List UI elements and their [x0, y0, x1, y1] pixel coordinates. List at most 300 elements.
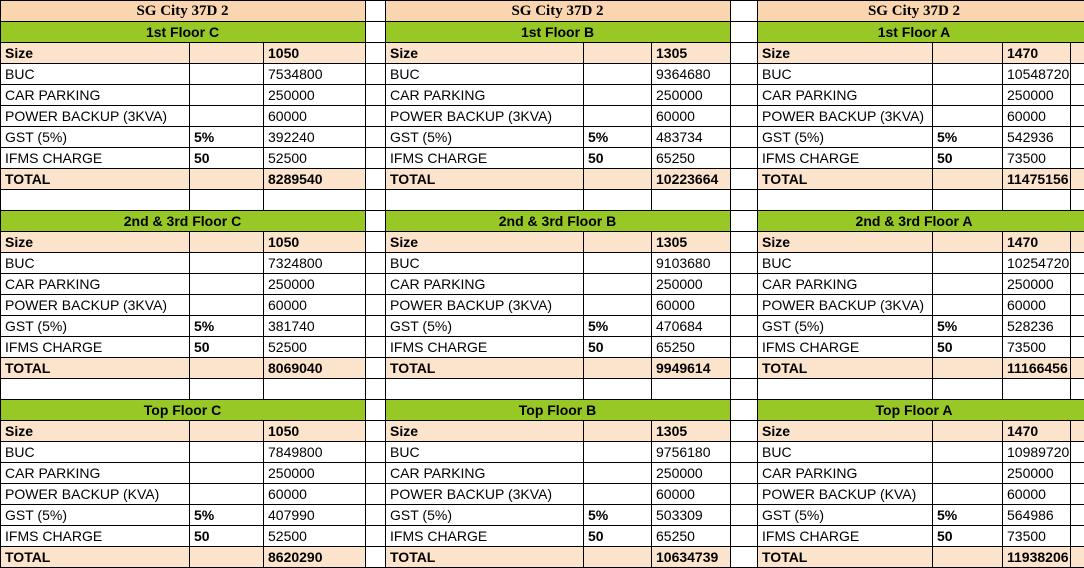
- gutter-cell[interactable]: [731, 190, 758, 211]
- rate-cell[interactable]: 5%: [933, 127, 1003, 148]
- spacer-cell[interactable]: [264, 379, 366, 400]
- rate-cell[interactable]: [584, 85, 652, 106]
- rate-cell[interactable]: [933, 169, 1003, 190]
- row-label-cell[interactable]: BUC: [386, 253, 584, 274]
- gutter-cell[interactable]: [731, 526, 758, 547]
- value-cell[interactable]: 65250: [652, 148, 731, 169]
- total-value-cell[interactable]: 10634739: [652, 547, 731, 568]
- row-label-cell[interactable]: CAR PARKING: [1, 463, 190, 484]
- sliver-cell[interactable]: [1071, 400, 1084, 421]
- value-cell[interactable]: 9364680: [652, 64, 731, 85]
- sliver-cell[interactable]: [1071, 337, 1084, 358]
- rate-cell[interactable]: [584, 169, 652, 190]
- gutter-cell[interactable]: [731, 316, 758, 337]
- value-cell[interactable]: 542936: [1003, 127, 1071, 148]
- rate-cell[interactable]: 50: [584, 337, 652, 358]
- gutter-cell[interactable]: [731, 505, 758, 526]
- sliver-cell[interactable]: [1071, 379, 1084, 400]
- spacer-cell[interactable]: [190, 379, 264, 400]
- value-cell[interactable]: 564986: [1003, 505, 1071, 526]
- size-value-cell[interactable]: 1470: [1003, 421, 1071, 442]
- rate-cell[interactable]: [190, 169, 264, 190]
- total-label-cell[interactable]: TOTAL: [758, 169, 933, 190]
- floor-title[interactable]: 1st Floor C: [1, 22, 366, 43]
- row-label-cell[interactable]: GST (5%): [386, 316, 584, 337]
- value-cell[interactable]: 250000: [1003, 274, 1071, 295]
- row-label-cell[interactable]: GST (5%): [386, 127, 584, 148]
- rate-cell[interactable]: [190, 43, 264, 64]
- gutter-cell[interactable]: [366, 64, 386, 85]
- rate-cell[interactable]: [584, 442, 652, 463]
- row-label-cell[interactable]: IFMS CHARGE: [1, 337, 190, 358]
- rate-cell[interactable]: [584, 43, 652, 64]
- sliver-cell[interactable]: [1071, 106, 1084, 127]
- rate-cell[interactable]: 50: [933, 526, 1003, 547]
- gutter-cell[interactable]: [366, 1, 386, 22]
- row-label-cell[interactable]: IFMS CHARGE: [758, 148, 933, 169]
- gutter-cell[interactable]: [731, 358, 758, 379]
- value-cell[interactable]: 10254720: [1003, 253, 1071, 274]
- size-label-cell[interactable]: Size: [758, 232, 933, 253]
- row-label-cell[interactable]: BUC: [386, 64, 584, 85]
- size-value-cell[interactable]: 1470: [1003, 43, 1071, 64]
- sliver-cell[interactable]: [1071, 22, 1084, 43]
- row-label-cell[interactable]: IFMS CHARGE: [758, 526, 933, 547]
- gutter-cell[interactable]: [366, 127, 386, 148]
- size-value-cell[interactable]: 1305: [652, 232, 731, 253]
- rate-cell[interactable]: [190, 547, 264, 568]
- row-label-cell[interactable]: POWER BACKUP (3KVA): [386, 484, 584, 505]
- row-label-cell[interactable]: POWER BACKUP (3KVA): [758, 295, 933, 316]
- spacer-cell[interactable]: [584, 379, 652, 400]
- gutter-cell[interactable]: [366, 232, 386, 253]
- sliver-cell[interactable]: [1071, 295, 1084, 316]
- sliver-cell[interactable]: [1071, 463, 1084, 484]
- rate-cell[interactable]: 5%: [933, 316, 1003, 337]
- rate-cell[interactable]: [933, 64, 1003, 85]
- gutter-cell[interactable]: [366, 22, 386, 43]
- spacer-cell[interactable]: [386, 379, 584, 400]
- value-cell[interactable]: 60000: [652, 295, 731, 316]
- row-label-cell[interactable]: POWER BACKUP (3KVA): [386, 295, 584, 316]
- row-label-cell[interactable]: CAR PARKING: [386, 463, 584, 484]
- row-label-cell[interactable]: IFMS CHARGE: [386, 337, 584, 358]
- floor-title[interactable]: 1st Floor B: [386, 22, 731, 43]
- gutter-cell[interactable]: [731, 106, 758, 127]
- size-label-cell[interactable]: Size: [1, 43, 190, 64]
- spacer-cell[interactable]: [190, 190, 264, 211]
- rate-cell[interactable]: [584, 463, 652, 484]
- rate-cell[interactable]: 5%: [933, 505, 1003, 526]
- sliver-cell[interactable]: [1071, 85, 1084, 106]
- row-label-cell[interactable]: IFMS CHARGE: [758, 337, 933, 358]
- size-label-cell[interactable]: Size: [758, 421, 933, 442]
- size-label-cell[interactable]: Size: [386, 43, 584, 64]
- value-cell[interactable]: 250000: [652, 463, 731, 484]
- sliver-cell[interactable]: [1071, 253, 1084, 274]
- rate-cell[interactable]: [933, 43, 1003, 64]
- total-value-cell[interactable]: 11938206: [1003, 547, 1071, 568]
- value-cell[interactable]: 73500: [1003, 337, 1071, 358]
- value-cell[interactable]: 9103680: [652, 253, 731, 274]
- row-label-cell[interactable]: GST (5%): [758, 127, 933, 148]
- gutter-cell[interactable]: [366, 253, 386, 274]
- spacer-cell[interactable]: [652, 190, 731, 211]
- rate-cell[interactable]: [190, 463, 264, 484]
- size-label-cell[interactable]: Size: [1, 421, 190, 442]
- gutter-cell[interactable]: [366, 148, 386, 169]
- value-cell[interactable]: 52500: [264, 526, 366, 547]
- size-label-cell[interactable]: Size: [386, 421, 584, 442]
- total-label-cell[interactable]: TOTAL: [386, 547, 584, 568]
- rate-cell[interactable]: 5%: [190, 316, 264, 337]
- size-value-cell[interactable]: 1470: [1003, 232, 1071, 253]
- total-value-cell[interactable]: 11475156: [1003, 169, 1071, 190]
- gutter-cell[interactable]: [366, 526, 386, 547]
- gutter-cell[interactable]: [731, 547, 758, 568]
- rate-cell[interactable]: [190, 421, 264, 442]
- sliver-cell[interactable]: [1071, 316, 1084, 337]
- value-cell[interactable]: 52500: [264, 337, 366, 358]
- sliver-cell[interactable]: [1071, 169, 1084, 190]
- row-label-cell[interactable]: BUC: [386, 442, 584, 463]
- gutter-cell[interactable]: [731, 463, 758, 484]
- gutter-cell[interactable]: [366, 442, 386, 463]
- gutter-cell[interactable]: [366, 190, 386, 211]
- rate-cell[interactable]: 5%: [584, 316, 652, 337]
- sliver-cell[interactable]: [1071, 43, 1084, 64]
- row-label-cell[interactable]: CAR PARKING: [758, 463, 933, 484]
- value-cell[interactable]: 73500: [1003, 148, 1071, 169]
- gutter-cell[interactable]: [366, 295, 386, 316]
- rate-cell[interactable]: [190, 106, 264, 127]
- gutter-cell[interactable]: [366, 484, 386, 505]
- total-label-cell[interactable]: TOTAL: [1, 358, 190, 379]
- rate-cell[interactable]: [933, 232, 1003, 253]
- spacer-cell[interactable]: [652, 379, 731, 400]
- row-label-cell[interactable]: BUC: [1, 64, 190, 85]
- rate-cell[interactable]: 50: [584, 148, 652, 169]
- sliver-cell[interactable]: [1071, 421, 1084, 442]
- total-label-cell[interactable]: TOTAL: [1, 547, 190, 568]
- gutter-cell[interactable]: [366, 379, 386, 400]
- floor-title[interactable]: 2nd & 3rd Floor B: [386, 211, 731, 232]
- sliver-cell[interactable]: [1071, 232, 1084, 253]
- rate-cell[interactable]: [584, 253, 652, 274]
- rate-cell[interactable]: [933, 274, 1003, 295]
- row-label-cell[interactable]: BUC: [1, 442, 190, 463]
- total-label-cell[interactable]: TOTAL: [386, 358, 584, 379]
- row-label-cell[interactable]: GST (5%): [1, 316, 190, 337]
- sliver-cell[interactable]: [1071, 1, 1084, 22]
- value-cell[interactable]: 10989720: [1003, 442, 1071, 463]
- rate-cell[interactable]: [933, 442, 1003, 463]
- row-label-cell[interactable]: GST (5%): [386, 505, 584, 526]
- spacer-cell[interactable]: [933, 190, 1003, 211]
- row-label-cell[interactable]: BUC: [758, 442, 933, 463]
- row-label-cell[interactable]: GST (5%): [1, 505, 190, 526]
- spacer-cell[interactable]: [584, 190, 652, 211]
- rate-cell[interactable]: 5%: [190, 127, 264, 148]
- gutter-cell[interactable]: [731, 85, 758, 106]
- gutter-cell[interactable]: [731, 232, 758, 253]
- row-label-cell[interactable]: POWER BACKUP (KVA): [1, 484, 190, 505]
- sliver-cell[interactable]: [1071, 484, 1084, 505]
- spacer-cell[interactable]: [1, 379, 190, 400]
- gutter-cell[interactable]: [366, 169, 386, 190]
- floor-title[interactable]: Top Floor A: [758, 400, 1071, 421]
- row-label-cell[interactable]: GST (5%): [758, 505, 933, 526]
- gutter-cell[interactable]: [731, 484, 758, 505]
- value-cell[interactable]: 250000: [652, 85, 731, 106]
- spacer-cell[interactable]: [933, 379, 1003, 400]
- value-cell[interactable]: 503309: [652, 505, 731, 526]
- value-cell[interactable]: 528236: [1003, 316, 1071, 337]
- rate-cell[interactable]: 5%: [190, 505, 264, 526]
- gutter-cell[interactable]: [731, 211, 758, 232]
- rate-cell[interactable]: [933, 421, 1003, 442]
- value-cell[interactable]: 65250: [652, 526, 731, 547]
- value-cell[interactable]: 381740: [264, 316, 366, 337]
- spacer-cell[interactable]: [264, 190, 366, 211]
- sliver-cell[interactable]: [1071, 190, 1084, 211]
- total-label-cell[interactable]: TOTAL: [758, 358, 933, 379]
- group-title[interactable]: SG City 37D 2: [1, 1, 366, 22]
- rate-cell[interactable]: [584, 358, 652, 379]
- rate-cell[interactable]: [584, 484, 652, 505]
- gutter-cell[interactable]: [731, 337, 758, 358]
- row-label-cell[interactable]: BUC: [758, 253, 933, 274]
- rate-cell[interactable]: [933, 358, 1003, 379]
- value-cell[interactable]: 60000: [264, 106, 366, 127]
- rate-cell[interactable]: [584, 421, 652, 442]
- row-label-cell[interactable]: POWER BACKUP (3KVA): [386, 106, 584, 127]
- value-cell[interactable]: 60000: [1003, 484, 1071, 505]
- spacer-cell[interactable]: [1, 190, 190, 211]
- row-label-cell[interactable]: BUC: [758, 64, 933, 85]
- gutter-cell[interactable]: [731, 169, 758, 190]
- rate-cell[interactable]: [190, 274, 264, 295]
- total-value-cell[interactable]: 11166456: [1003, 358, 1071, 379]
- rate-cell[interactable]: [584, 547, 652, 568]
- row-label-cell[interactable]: IFMS CHARGE: [386, 148, 584, 169]
- size-value-cell[interactable]: 1050: [264, 232, 366, 253]
- value-cell[interactable]: 60000: [652, 106, 731, 127]
- rate-cell[interactable]: [584, 64, 652, 85]
- sliver-cell[interactable]: [1071, 64, 1084, 85]
- gutter-cell[interactable]: [366, 337, 386, 358]
- row-label-cell[interactable]: GST (5%): [758, 316, 933, 337]
- gutter-cell[interactable]: [366, 43, 386, 64]
- rate-cell[interactable]: [190, 64, 264, 85]
- row-label-cell[interactable]: CAR PARKING: [1, 85, 190, 106]
- value-cell[interactable]: 483734: [652, 127, 731, 148]
- row-label-cell[interactable]: CAR PARKING: [758, 85, 933, 106]
- gutter-cell[interactable]: [731, 64, 758, 85]
- total-value-cell[interactable]: 10223664: [652, 169, 731, 190]
- gutter-cell[interactable]: [731, 253, 758, 274]
- row-label-cell[interactable]: IFMS CHARGE: [386, 526, 584, 547]
- gutter-cell[interactable]: [366, 274, 386, 295]
- value-cell[interactable]: 60000: [1003, 295, 1071, 316]
- rate-cell[interactable]: [190, 253, 264, 274]
- row-label-cell[interactable]: POWER BACKUP (3KVA): [1, 106, 190, 127]
- gutter-cell[interactable]: [366, 358, 386, 379]
- gutter-cell[interactable]: [731, 43, 758, 64]
- gutter-cell[interactable]: [366, 421, 386, 442]
- rate-cell[interactable]: [190, 484, 264, 505]
- sliver-cell[interactable]: [1071, 274, 1084, 295]
- gutter-cell[interactable]: [366, 316, 386, 337]
- rate-cell[interactable]: [584, 295, 652, 316]
- row-label-cell[interactable]: CAR PARKING: [386, 85, 584, 106]
- value-cell[interactable]: 10548720: [1003, 64, 1071, 85]
- rate-cell[interactable]: [190, 85, 264, 106]
- row-label-cell[interactable]: POWER BACKUP (KVA): [758, 484, 933, 505]
- row-label-cell[interactable]: IFMS CHARGE: [1, 148, 190, 169]
- value-cell[interactable]: 9756180: [652, 442, 731, 463]
- rate-cell[interactable]: 50: [190, 526, 264, 547]
- gutter-cell[interactable]: [731, 442, 758, 463]
- gutter-cell[interactable]: [366, 505, 386, 526]
- floor-title[interactable]: 2nd & 3rd Floor C: [1, 211, 366, 232]
- gutter-cell[interactable]: [366, 211, 386, 232]
- rate-cell[interactable]: 50: [933, 148, 1003, 169]
- spacer-cell[interactable]: [1003, 379, 1071, 400]
- rate-cell[interactable]: [933, 463, 1003, 484]
- rate-cell[interactable]: [190, 295, 264, 316]
- gutter-cell[interactable]: [731, 379, 758, 400]
- gutter-cell[interactable]: [731, 421, 758, 442]
- rate-cell[interactable]: [584, 232, 652, 253]
- spacer-cell[interactable]: [1003, 190, 1071, 211]
- value-cell[interactable]: 65250: [652, 337, 731, 358]
- size-value-cell[interactable]: 1050: [264, 43, 366, 64]
- value-cell[interactable]: 250000: [264, 463, 366, 484]
- value-cell[interactable]: 250000: [264, 85, 366, 106]
- value-cell[interactable]: 470684: [652, 316, 731, 337]
- rate-cell[interactable]: 5%: [584, 127, 652, 148]
- rate-cell[interactable]: 50: [933, 337, 1003, 358]
- size-value-cell[interactable]: 1305: [652, 43, 731, 64]
- rate-cell[interactable]: [190, 232, 264, 253]
- gutter-cell[interactable]: [366, 106, 386, 127]
- size-value-cell[interactable]: 1305: [652, 421, 731, 442]
- gutter-cell[interactable]: [731, 295, 758, 316]
- row-label-cell[interactable]: POWER BACKUP (3KVA): [1, 295, 190, 316]
- row-label-cell[interactable]: CAR PARKING: [1, 274, 190, 295]
- row-label-cell[interactable]: CAR PARKING: [386, 274, 584, 295]
- value-cell[interactable]: 7534800: [264, 64, 366, 85]
- sliver-cell[interactable]: [1071, 148, 1084, 169]
- value-cell[interactable]: 52500: [264, 148, 366, 169]
- row-label-cell[interactable]: IFMS CHARGE: [1, 526, 190, 547]
- size-label-cell[interactable]: Size: [386, 232, 584, 253]
- value-cell[interactable]: 7324800: [264, 253, 366, 274]
- row-label-cell[interactable]: CAR PARKING: [758, 274, 933, 295]
- gutter-cell[interactable]: [366, 85, 386, 106]
- rate-cell[interactable]: 50: [190, 337, 264, 358]
- floor-title[interactable]: Top Floor C: [1, 400, 366, 421]
- sliver-cell[interactable]: [1071, 127, 1084, 148]
- rate-cell[interactable]: [933, 253, 1003, 274]
- sliver-cell[interactable]: [1071, 505, 1084, 526]
- rate-cell[interactable]: [933, 85, 1003, 106]
- spacer-cell[interactable]: [386, 190, 584, 211]
- value-cell[interactable]: 250000: [652, 274, 731, 295]
- value-cell[interactable]: 392240: [264, 127, 366, 148]
- total-value-cell[interactable]: 8620290: [264, 547, 366, 568]
- spacer-cell[interactable]: [758, 190, 933, 211]
- gutter-cell[interactable]: [366, 547, 386, 568]
- row-label-cell[interactable]: POWER BACKUP (3KVA): [758, 106, 933, 127]
- rate-cell[interactable]: [933, 547, 1003, 568]
- gutter-cell[interactable]: [731, 274, 758, 295]
- value-cell[interactable]: 407990: [264, 505, 366, 526]
- size-label-cell[interactable]: Size: [1, 232, 190, 253]
- value-cell[interactable]: 60000: [1003, 106, 1071, 127]
- sliver-cell[interactable]: [1071, 358, 1084, 379]
- rate-cell[interactable]: [584, 106, 652, 127]
- sliver-cell[interactable]: [1071, 442, 1084, 463]
- rate-cell[interactable]: 5%: [584, 505, 652, 526]
- value-cell[interactable]: 250000: [1003, 85, 1071, 106]
- row-label-cell[interactable]: BUC: [1, 253, 190, 274]
- value-cell[interactable]: 60000: [264, 484, 366, 505]
- size-value-cell[interactable]: 1050: [264, 421, 366, 442]
- gutter-cell[interactable]: [731, 127, 758, 148]
- value-cell[interactable]: 60000: [652, 484, 731, 505]
- rate-cell[interactable]: [584, 274, 652, 295]
- total-label-cell[interactable]: TOTAL: [386, 169, 584, 190]
- gutter-cell[interactable]: [731, 148, 758, 169]
- total-value-cell[interactable]: 8069040: [264, 358, 366, 379]
- size-label-cell[interactable]: Size: [758, 43, 933, 64]
- gutter-cell[interactable]: [731, 22, 758, 43]
- rate-cell[interactable]: [933, 484, 1003, 505]
- rate-cell[interactable]: [933, 106, 1003, 127]
- gutter-cell[interactable]: [731, 400, 758, 421]
- rate-cell[interactable]: 50: [190, 148, 264, 169]
- floor-title[interactable]: 1st Floor A: [758, 22, 1071, 43]
- spacer-cell[interactable]: [758, 379, 933, 400]
- total-value-cell[interactable]: 9949614: [652, 358, 731, 379]
- sliver-cell[interactable]: [1071, 526, 1084, 547]
- sliver-cell[interactable]: [1071, 211, 1084, 232]
- group-title[interactable]: SG City 37D 2: [386, 1, 731, 22]
- rate-cell[interactable]: [190, 358, 264, 379]
- gutter-cell[interactable]: [366, 463, 386, 484]
- value-cell[interactable]: 73500: [1003, 526, 1071, 547]
- value-cell[interactable]: 250000: [264, 274, 366, 295]
- rate-cell[interactable]: 50: [584, 526, 652, 547]
- value-cell[interactable]: 250000: [1003, 463, 1071, 484]
- gutter-cell[interactable]: [731, 1, 758, 22]
- value-cell[interactable]: 60000: [264, 295, 366, 316]
- gutter-cell[interactable]: [366, 400, 386, 421]
- floor-title[interactable]: 2nd & 3rd Floor A: [758, 211, 1071, 232]
- rate-cell[interactable]: [190, 442, 264, 463]
- value-cell[interactable]: 7849800: [264, 442, 366, 463]
- group-title[interactable]: SG City 37D 2: [758, 1, 1071, 22]
- total-label-cell[interactable]: TOTAL: [758, 547, 933, 568]
- rate-cell[interactable]: [933, 295, 1003, 316]
- sliver-cell[interactable]: [1071, 547, 1084, 568]
- total-value-cell[interactable]: 8289540: [264, 169, 366, 190]
- floor-title[interactable]: Top Floor B: [386, 400, 731, 421]
- total-label-cell[interactable]: TOTAL: [1, 169, 190, 190]
- row-label-cell[interactable]: GST (5%): [1, 127, 190, 148]
